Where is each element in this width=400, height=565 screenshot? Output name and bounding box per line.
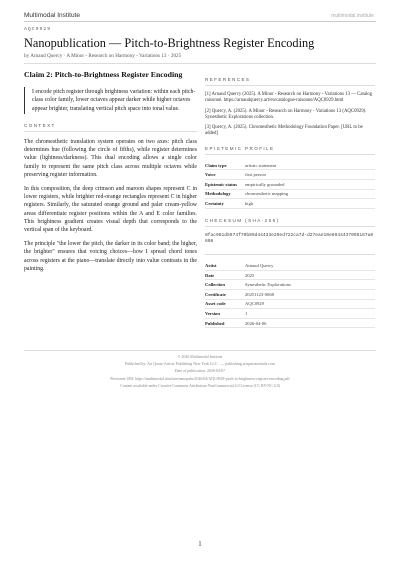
- row-value: first person: [245, 170, 375, 180]
- row-key: Asset code: [205, 299, 245, 309]
- row-value: Synesthetic Explorations: [245, 280, 375, 290]
- context-paragraph: The principle "the lower the pitch, the darker in its color band; the higher, the brighter" ensures that voicing choices—how I spread chord tones across registers at the piano—translate directly into value contrasts in the painting.: [24, 241, 197, 272]
- row-key: Artist: [205, 261, 245, 270]
- page-number: 1: [198, 541, 202, 548]
- table-row: [205, 261, 375, 270]
- table-row: [205, 199, 375, 209]
- checksum-divider: [205, 226, 375, 227]
- details-table: [205, 261, 375, 328]
- title-divider: [24, 63, 376, 64]
- table-row: [205, 318, 375, 328]
- row-value: 2025: [245, 270, 375, 280]
- main-column: [24, 70, 197, 279]
- row-value: artistic statement: [245, 161, 375, 170]
- reference-item: [3] Quercy, A. (2025). Chromesthetic Methodology Foundation Paper. [URL to be added]: [205, 125, 363, 137]
- claim-heading: Claim 2: Pitch-to-Brightness Register Encoding: [24, 70, 183, 79]
- table-row: [205, 289, 375, 299]
- row-key: Date: [205, 270, 245, 280]
- epistemic-heading: EPISTEMIC PROFILE: [205, 145, 275, 151]
- checksum-value: 0fac981d5974f70b89d44433e29ed722ca7d-d27eae10e8944437095167a0698: [205, 232, 374, 244]
- context-divider: [24, 131, 197, 132]
- sidebar: [205, 77, 375, 337]
- epistemic-divider: [205, 154, 375, 155]
- context-paragraph: In this composition, the deep crimson and maroon shapes represent C in lower registers, while brighter red-orange rectangles represent C in higher registers. Similarly, the saturated orange ground and paler cream-yellow areas differentiate register positions within the A and E color families. This brightness gradient creates visual depth that corresponds to the vertical span of the keyboard.: [24, 185, 197, 233]
- header-divider: [24, 21, 376, 22]
- references-divider: [205, 85, 375, 86]
- context-paragraph: The chromesthetic translation system operates on two axes: pitch class determines hue (following the circle of fifths), while register determines value (lightness/darkness). This dual encoding allows a single color family to represent the same pitch class across multiple octaves while preserving register information.: [24, 138, 197, 178]
- checksum-heading: CHECKSUM (SHA-256): [205, 217, 280, 223]
- footer-copyright: © 2026 Multimodal Institute: [177, 355, 223, 359]
- row-key: Published: [205, 318, 245, 328]
- row-key: Certificate: [205, 289, 245, 299]
- references-heading: REFERENCES: [205, 77, 251, 82]
- footer-license: Content available under Creative Commons Attribution-NonCommercial 4.0 License (CC BY-NC 4.0): [120, 383, 280, 388]
- table-row: [205, 161, 375, 170]
- claim-quote: I encode pitch register through brightness variation: within each pitch-class color family, lower octaves appear darker while higher octaves appear brighter, translating vertical pitch space into tonal value.: [24, 87, 197, 114]
- document-id: AQC0929: [24, 27, 52, 32]
- byline: by Arnaud Quercy · A Minor - Research on Harmony - Variations 13 · 2025: [24, 53, 182, 59]
- table-row: [205, 299, 375, 309]
- row-value: chromesthetic mapping: [245, 189, 375, 199]
- brand-name: Multimodal Institute: [24, 12, 80, 19]
- table-row: [205, 179, 375, 189]
- footer: [24, 354, 376, 390]
- row-value: 1: [245, 309, 375, 319]
- row-value: AQC0929: [245, 299, 375, 309]
- row-value: 20251123-0068: [245, 289, 375, 299]
- reference-item[interactable]: [1] Arnaud Quercy (2025). A Minor - Research on Harmony - Variations 13 — Catalog raisonné. https://arnaudquercy.art/en/catalogue-raisonne/AQC0929.html: [205, 92, 373, 104]
- footer-divider: [24, 350, 376, 351]
- footer-uri[interactable]: Persistent URI: https://multimodal.institute/nanopubs/2026/04/AQC0929-pitch-to-brightness-register-encoding.pdf: [110, 376, 290, 381]
- table-row: [205, 309, 375, 319]
- row-key: Voice: [205, 170, 245, 180]
- table-row: [205, 170, 375, 180]
- context-heading: CONTEXT: [24, 122, 56, 128]
- brand-url[interactable]: multimodal.institute: [331, 13, 374, 19]
- row-value: 2026-04-06: [245, 318, 375, 328]
- footer-date: Date of publication: 2026-04-07: [174, 369, 226, 374]
- page-title: Nanopublication — Pitch-to-Brightness Register Encoding: [24, 36, 315, 50]
- reference-item: [2] Quercy, A. (2025). A Minor - Research on Harmony - Variations 13 (AQC0929). Synesthetic Explorations collection.: [205, 108, 367, 120]
- table-row: [205, 280, 375, 290]
- row-key: Version: [205, 309, 245, 319]
- details-divider: [205, 254, 375, 255]
- row-value: high: [245, 199, 375, 209]
- row-key: Methodology: [205, 189, 245, 199]
- epistemic-table: [205, 161, 375, 209]
- row-key: Claim type: [205, 161, 245, 170]
- row-key: Certainty: [205, 199, 245, 209]
- table-row: [205, 189, 375, 199]
- row-key: Collection: [205, 280, 245, 290]
- table-row: [205, 270, 375, 280]
- row-key: Epistemic status: [205, 179, 245, 189]
- row-value: empirically grounded: [245, 179, 375, 189]
- row-value: Arnaud Quercy: [245, 261, 375, 270]
- footer-publisher[interactable]: Published by: Art Quaar-Artiste Publishing New York LLC · — publishing.artquarasentials.com: [125, 362, 275, 367]
